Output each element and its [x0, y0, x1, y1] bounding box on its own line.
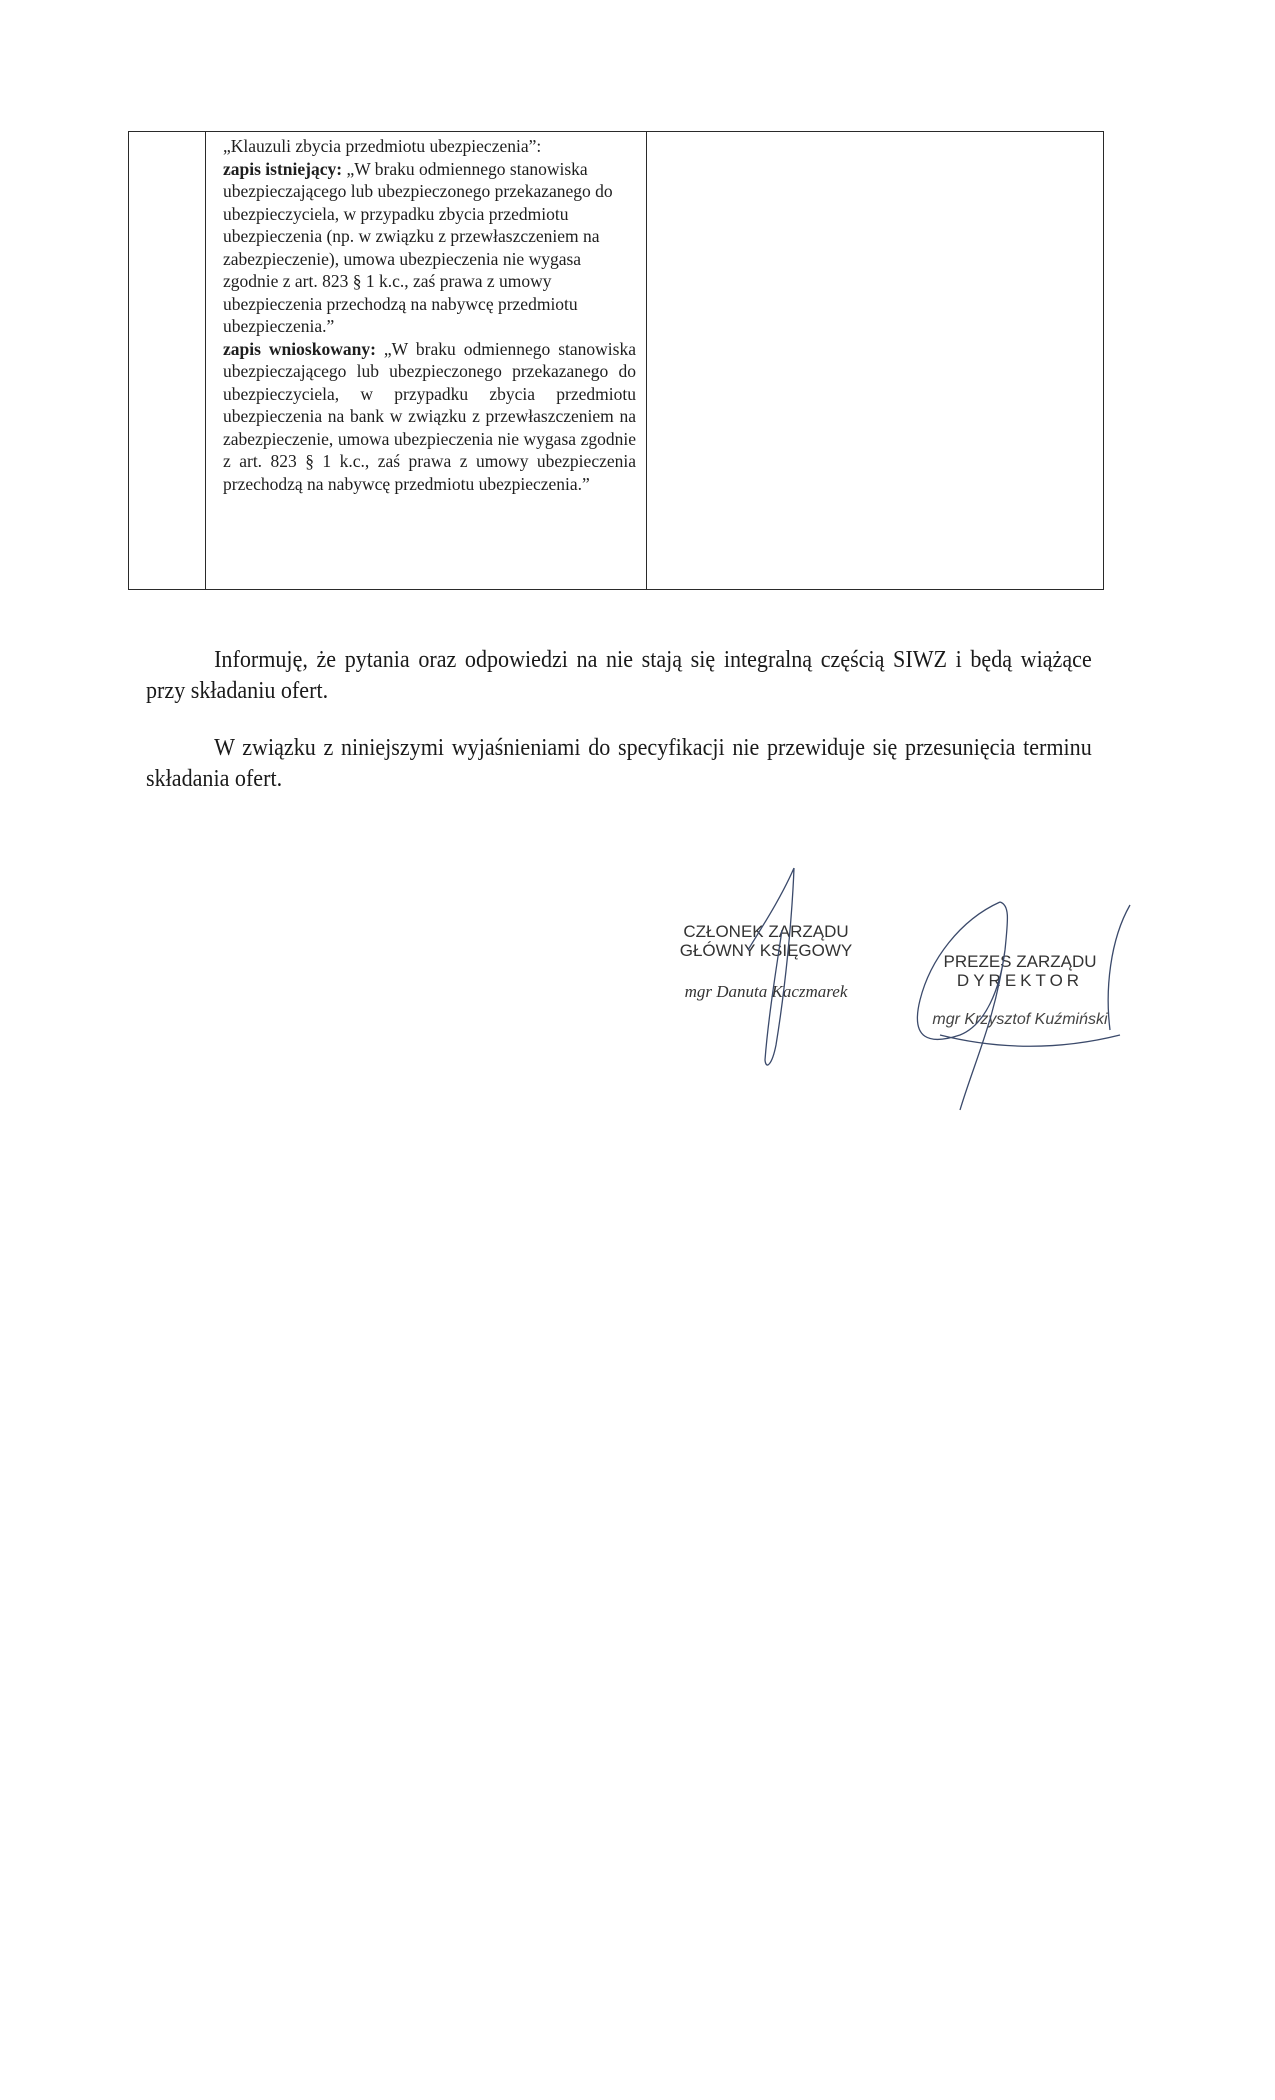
existing-label: zapis istniejący: — [223, 158, 343, 179]
existing-clause — [223, 158, 636, 338]
existing-text: „W braku odmiennego stanowiska ubezpieczającego lub ubezpieczonego przekazanego do ubezpieczyciela, w przypadku zbycia przedmiotu ubezpieczenia (np. w związku z przewłaszczeniem na zabezpieczenie), umowa ubezpieczenia nie wygasa zgodnie z art. 823 § 1 k.c., zaś prawa z umowy ubezpieczenia przechodzą na nabywcę przedmiotu ubezpieczenia.” — [223, 158, 613, 336]
stamp-title: PREZES ZARZĄDU — [943, 952, 1097, 971]
stamp-subtitle: GŁÓWNY KSIĘGOWY — [679, 941, 853, 960]
integral-part-notice — [146, 645, 1092, 707]
deadline-notice — [146, 733, 1092, 795]
signatory-name: mgr Danuta Kaczmarek — [684, 982, 848, 1001]
signature-stamp-president — [915, 952, 1125, 1029]
proposed-text: „W braku odmiennego stanowiska ubezpieczającego lub ubezpieczonego przekazanego do ubezpieczyciela, w przypadku zbycia przedmiotu ubezpieczenia na bank w związku z przewłaszczeniem na zabezpieczenie, umowa ubezpieczenia nie wygasa zgodnie z art. 823 § 1 k.c., zaś prawa z umowy ubezpieczenia przechodzą na nabywcę przedmiotu ubezpieczenia.” — [223, 338, 636, 494]
paragraph-1-text: Informuję, że pytania oraz odpowiedzi na nie stają się integralną częścią SIWZ i będą wiążące przy składaniu ofert. — [146, 647, 1092, 704]
stamp-title: CZŁONEK ZARZĄDU — [683, 922, 849, 941]
paragraph-2-text: W związku z niniejszymi wyjaśnieniami do specyfikacji nie przewiduje się przesunięcia terminu składania ofert. — [146, 735, 1092, 792]
signature-stamp-board-member — [650, 922, 882, 1001]
questions-table — [128, 131, 1104, 590]
signatory-name: mgr Krzysztof Kuźmiński — [932, 1011, 1108, 1028]
proposed-clause — [223, 338, 636, 496]
question-cell — [206, 132, 647, 590]
clause-title: „Klauzuli zbycia przedmiotu ubezpieczenia”: — [223, 136, 542, 156]
proposed-label: zapis wnioskowany: — [223, 338, 376, 359]
stamp-subtitle: DYREKTOR — [956, 971, 1084, 990]
answer-cell — [647, 132, 1104, 590]
row-number-cell — [129, 132, 206, 590]
table-row — [129, 132, 1104, 590]
